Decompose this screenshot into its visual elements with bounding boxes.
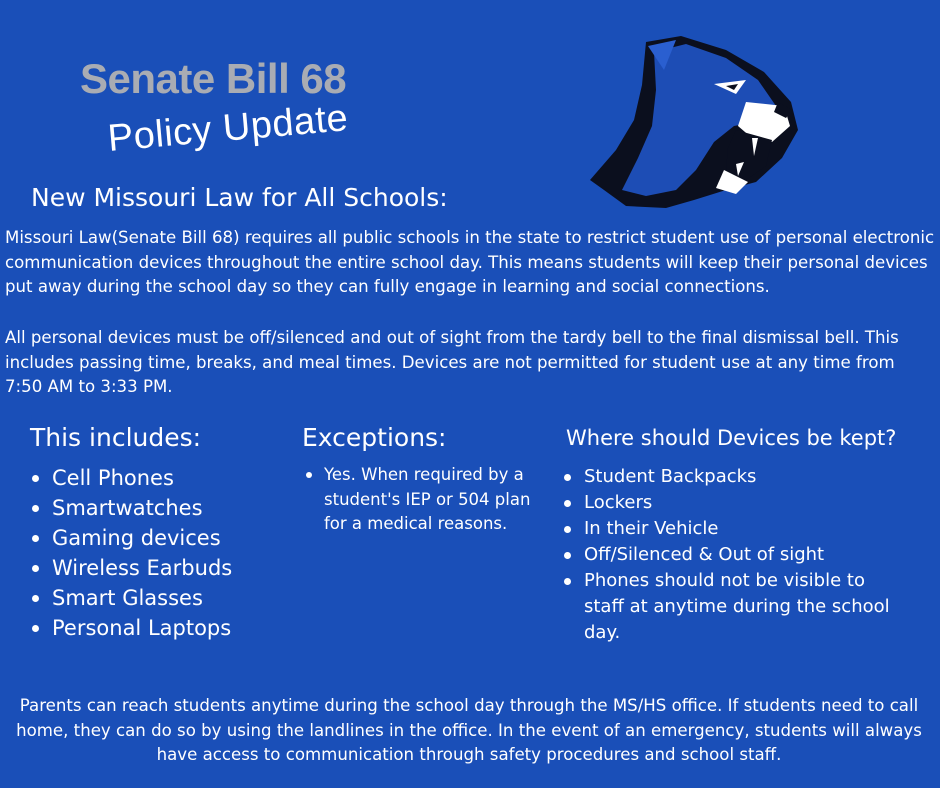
exceptions-list [302, 463, 544, 537]
exceptions-heading: Exceptions: [302, 423, 447, 452]
list-item: In their Vehicle [562, 516, 892, 542]
page-subtitle: Policy Update [106, 97, 350, 160]
list-item: Gaming devices [30, 523, 280, 553]
list-item: Lockers [562, 490, 892, 516]
list-item: Yes. When required by a student's IEP or 504 plan for a medical reasons. [302, 463, 544, 537]
includes-heading: This includes: [30, 423, 202, 452]
list-item: Personal Laptops [30, 613, 280, 643]
parent-contact-note: Parents can reach students anytime during the school day through the MS/HS office. If students need to call home, they can do so by using the landlines in the office. In the event of an emergency, students will always have access to communication through safety procedures and school staff. [16, 696, 922, 764]
law-heading: New Missouri Law for All Schools: [31, 183, 448, 212]
includes-list [30, 463, 280, 643]
list-item: Smartwatches [30, 493, 280, 523]
panther-mascot-icon [586, 30, 808, 210]
list-item: Smart Glasses [30, 583, 280, 613]
storage-list [562, 464, 892, 646]
page-title: Senate Bill 68 [80, 55, 347, 102]
intro-paragraph: Missouri Law(Senate Bill 68) requires all public schools in the state to restrict student use of personal electronic communication devices throughout the entire school day. This means students will keep their personal devices put away during the school day so they can fully engage in learning and social connections. [5, 228, 935, 296]
list-item: Student Backpacks [562, 464, 892, 490]
device-rule-paragraph: All personal devices must be off/silenced and out of sight from the tardy bell to the final dismissal bell. This includes passing time, breaks, and meal times. Devices are not permitted for student use at any time from 7:50 AM to 3:33 PM. [5, 328, 899, 396]
list-item: Phones should not be visible to staff at anytime during the school day. [562, 568, 892, 646]
list-item: Cell Phones [30, 463, 280, 493]
list-item: Wireless Earbuds [30, 553, 280, 583]
list-item: Off/Silenced & Out of sight [562, 542, 892, 568]
storage-heading: Where should Devices be kept? [566, 426, 897, 450]
